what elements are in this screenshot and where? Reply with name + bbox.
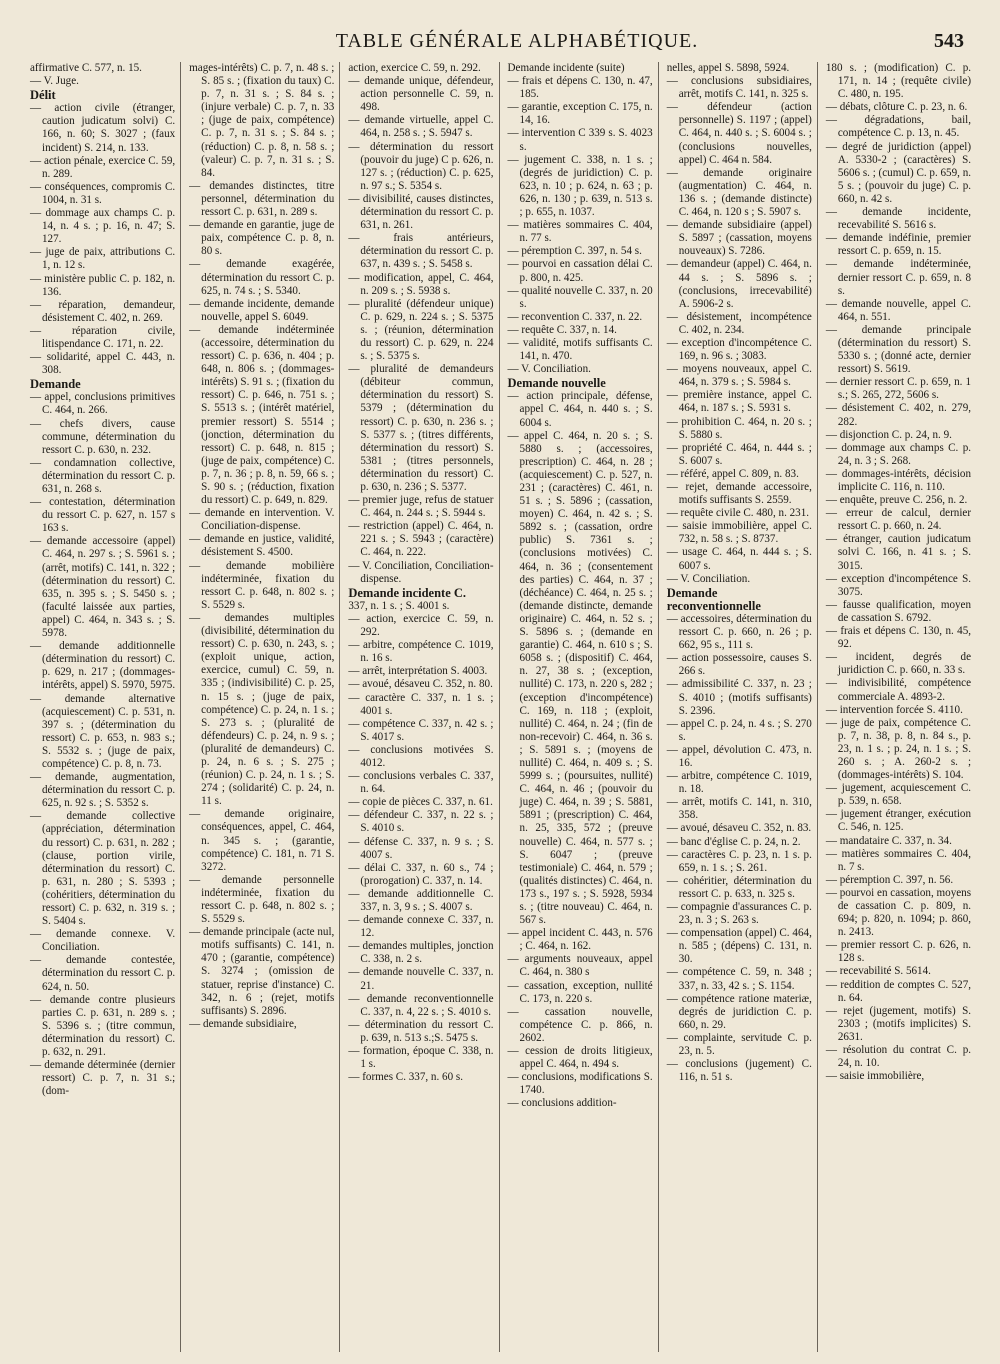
index-entry: — première instance, appel C. 464, n. 187 s. ; S. 5931 s.: [666, 389, 812, 415]
index-entry: — demande indéterminée, dernier ressort C. p. 659, n. 8 s.: [825, 258, 972, 297]
index-entry: — divisibilité, causes distinctes, détermination du ressort C. p. 631, n. 261.: [348, 192, 494, 232]
index-entry: — désistement, incompétence C. 402, n. 234.: [666, 310, 812, 336]
index-entry: — pourvoi en cassation délai C. p. 800, n. 425.: [507, 258, 653, 284]
index-entry: Demande incidente (suite): [507, 62, 625, 74]
index-entry: — appel C. 464, n. 20 s. ; S. 5880 s. ; (accessoires, prescription) C. 464, n. 28 ; (acquiescement) C. p. 527, n. 231 ; (caractères) C. 461, n. 51 s. ; S. 5896 ; (cassation, moyen) C. 464, n. 42 s. ; S. 5892 s. ; (cassation, ordre public) S. 7361 s. ; (conclusions motivées) C. 464, n. 36 ; (consentement des parties) C. 464, n. 37 ; (déchéance) C. 464, n. 25 s. ; (demande distincte, demande originaire) C. 464, n. 52 s. ; S. 5896 s. ; (demande en garantie) C. 464, n. 610 s ; S. 6058 s. ; (dispositif) C. 464, n. 27, 38 s. ; (exception, nullité) C. 173, n. 220 s, 282 ; (exception d'incompétence) C. 169, n. 118 ; (exploit, nullité) C. 464, n. 24 ; (fin de non-recevoir) C. 464, n. 36 s. ; S. 5891 s. ; (moyens de nullité) C. 464, n. 409 s. ; S. 5999 s. ; (poursuites, nullité) C. 464, n. 46 ; (pouvoir du juge) C. 464, n. 39 ; S. 5881, 5891 ; (prescription) C. 464, n. 25, 335, 572 ; (preuve nouvelle) C. 464, n. 577 s. ; S. 6047 ; (preuve testimoniale) C. 464, n. 579 ; (qualités distinctes) C. 464, n. 173 s., 197 s. ; S. 5928, 5934 s. ; (titre nouveau) C. 464, n. 567 s.: [507, 429, 653, 927]
index-entry: — défense C. 337, n. 9 s. ; S. 4007 s.: [348, 835, 494, 861]
index-entry: — intervention forcée S. 4110.: [825, 703, 963, 716]
index-entry: 180 s. ; (modification) C. p. 171, n. 14 ; (requête civile) C. 480, n. 195.: [825, 62, 972, 101]
index-entry: — détermination du ressort (pouvoir du juge) C p. 626, n. 127 s. ; (réduction) C. p. 625, n. 97 s.; S. 5354 s.: [348, 140, 494, 192]
index-entry: action, exercice C. 59, n. 292.: [348, 62, 481, 74]
index-entry: — arrêt, motifs C. 141, n. 310, 358.: [666, 796, 812, 822]
index-entry: — requête C. 337, n. 14.: [507, 323, 617, 336]
index-entry: — frais antérieurs, détermination du ressort C. p. 637, n. 439 s. ; S. 5458 s.: [348, 232, 494, 271]
index-entry: — cassation, exception, nullité C. 173, n. 220 s.: [507, 979, 653, 1005]
index-entry: — réparation civile, litispendance C. 171, n. 22.: [30, 324, 176, 350]
index-column-5: [665, 62, 818, 1352]
index-entry: — premier ressort C. p. 626, n. 128 s.: [825, 939, 972, 965]
index-entry: — juge de paix, compétence C. p. 7, n. 38, p. 8, n. 84 s., p. 23, n. 1 s. ; p. 24, n. 1 s. ; S. 260 s. ; A. 260-2 s. ; (dommages-intérêts) S. 104.: [825, 716, 972, 782]
index-entry: — détermination du ressort C. p. 639, n. 513 s.;S. 5475 s.: [348, 1018, 494, 1044]
index-entry: — frais et dépens C. 130, n. 47, 185.: [507, 75, 653, 101]
index-entry: — chefs divers, cause commune, détermination du ressort C. p. 630, n. 232.: [30, 417, 176, 456]
index-entry: — désistement C. 402, n. 279, 282.: [825, 402, 972, 428]
index-entry: — disjonction C. p. 24, n. 9.: [825, 428, 952, 441]
index-entry: — demande originaire, conséquences, appel, C. 464, n. 345 s. ; (garantie, compétence) C. 181, n. 71 S. 3272.: [189, 808, 335, 873]
index-column-3: [346, 62, 499, 1352]
index-entry: — demande contre plusieurs parties C. p. 631, n. 289 s. ; S. 5396 s. ; (titre commun, détermination du ressort) C. p. 632, n. 291.: [30, 993, 176, 1059]
index-entry: — pluralité de demandeurs (débiteur commun, détermination du ressort) S. 5379 ; (détermination du ressort) C. p. 630, n. 236 s. ; S. 5377 s. ; (titres différents, détermination du ressort) S. 5381 ; (titres personnels, détermination du ressort) C. p. 630, n. 236 ; S. 5377.: [348, 363, 494, 493]
index-entry: — appel, conclusions primitives C. 464, n. 266.: [30, 391, 176, 417]
index-entry: — compétence C. 59, n. 348 ; 337, n. 33, 42 s. ; S. 1154.: [666, 966, 812, 992]
index-entry: — recevabilité S. 5614.: [825, 965, 931, 978]
index-entry: — restriction (appel) C. 464, n. 221 s. ; S. 5943 ; (caractère) C. 464, n. 222.: [348, 520, 494, 559]
index-entry: mages-intérêts) C. p. 7, n. 48 s. ; S. 85 s. ; (fixation du taux) C. p. 7, n. 31 s. ; S. 84 s. ; (injure verbale) C. p. 7, n. 33 ; (juge de paix, compétence) C. p. 7, n. 31 s. ; S. 84 s. ; (réduction) C. p. 8, n. 58 s. ; (valeur) C. p. 7, n. 31 s. ; S. 84.: [189, 62, 335, 179]
index-entry: — demande déterminée (dernier ressort) C. p. 7, n. 31 s.; (dom-: [30, 1059, 176, 1098]
index-entry: — demande personnelle indéterminée, fixation du ressort C. p. 648, n. 802 s. ; S. 5529 s.: [189, 873, 335, 926]
index-heading: Demande incidente C.: [348, 585, 467, 600]
index-entry: — solidarité, appel C. 443, n. 308.: [30, 351, 176, 377]
index-entry: — demande originaire (augmentation) C. 464, n. 136 s. ; (demande distincte) C. 464, n. 120 s ; S. 5907 s.: [666, 166, 812, 219]
index-entry: — modification, appel, C. 464, n. 209 s. ; S. 5938 s.: [348, 271, 494, 297]
index-entry: — demande incidente, recevabilité S. 5616 s.: [825, 206, 972, 232]
index-entry: — demande principale (détermination du ressort) S. 5330 s. ; (donné acte, dernier ressort) S. 5619.: [825, 323, 972, 376]
index-entry: — mandataire C. 337, n. 34.: [825, 834, 952, 847]
index-entry: — arbitre, compétence C. 1019, n. 16 s.: [348, 639, 494, 665]
index-entry: — demande reconventionnelle C. 337, n. 4, 22 s. ; S. 4010 s.: [348, 992, 494, 1018]
index-entry: — pourvoi en cassation, moyens de cassation C. p. 809, n. 694; p. 820, n. 1094; p. 860, n. 2413.: [825, 886, 972, 939]
index-entry: — action principale, défense, appel C. 464, n. 440 s. ; S. 6004 s.: [507, 390, 653, 429]
index-entry: — débats, clôture C. p. 23, n. 6.: [825, 101, 968, 114]
index-entry: — jugement étranger, exécution C. 546, n. 125.: [825, 808, 972, 834]
index-entry: — degré de juridiction (appel) A. 5330-2 ; (caractères) S. 5606 s. ; (cumul) C. p. 659, n. 5 s. ; (pouvoir du juge) C. p. 660, n. 42 s.: [825, 140, 972, 205]
running-title: TABLE GÉNÉRALE ALPHABÉTIQUE.: [335, 30, 699, 52]
index-entry: — dommage aux champs C. p. 24, n. 3 ; S. 268.: [825, 441, 972, 467]
page-header: [70, 30, 964, 60]
index-entry: — action possessoire, causes S. 266 s.: [666, 652, 812, 678]
index-entry: — pluralité (défendeur unique) C. p. 629, n. 224 s. ; S. 5375 s. ; (réunion, détermination du ressort) C. p. 629, n. 224 s. ; S. 5375 s.: [348, 297, 494, 363]
index-entry: — appel C. p. 24, n. 4 s. ; S. 270 s.: [666, 717, 812, 743]
index-entry: — V. Conciliation.: [666, 572, 751, 585]
index-entry: — admissibilité C. 337, n. 23 ; S. 4010 ; (motifs suffisants) S. 2396.: [666, 678, 812, 717]
index-entry: — avoué, désaveu C. 352, n. 80.: [348, 678, 493, 691]
index-entry: — saisie immobilière, appel C. 732, n. 58 s. ; S. 8737.: [666, 520, 812, 546]
index-entry: — V. Juge.: [30, 75, 79, 88]
index-entry: — demande connexe. V. Conciliation.: [30, 928, 176, 954]
index-entry: — fausse qualification, moyen de cassation S. 6792.: [825, 598, 972, 624]
index-entry: — demandes distinctes, titre personnel, détermination du ressort C. p. 631, n. 289 s.: [189, 179, 335, 219]
index-entry: — demandes multiples, jonction C. 338, n. 2 s.: [348, 940, 494, 966]
index-entry: — demande virtuelle, appel C. 464, n. 258 s. ; S. 5947 s.: [348, 114, 494, 140]
index-column-4: [506, 62, 659, 1352]
index-entry: — dommages-intérêts, décision implicite C. 116, n. 110.: [825, 467, 972, 493]
index-entry: — matières sommaires C. 404, n. 7 s.: [825, 847, 972, 873]
index-column-1: [28, 62, 181, 1352]
index-entry: — indivisibilité, compétence commerciale A. 4893-2.: [825, 677, 972, 703]
index-heading: Demande: [30, 377, 81, 392]
index-entry: — demandeur (appel) C. 464, n. 44 s. ; S. 5896 s. ; (conclusions, irrecevabilité) A. 5906-2 s.: [666, 258, 812, 310]
index-entry: — formes C. 337, n. 60 s.: [348, 1071, 463, 1084]
index-entry: — compagnie d'assurances C. p. 23, n. 3 ; S. 263 s.: [666, 901, 812, 927]
index-entry: — action, exercice C. 59, n. 292.: [348, 612, 494, 639]
index-entry: — V. Conciliation, Conciliation-dispense.: [348, 559, 494, 585]
index-entry: — caractère C. 337, n. 1 s. ; 4001 s.: [348, 691, 494, 717]
index-entry: — validité, motifs suffisants C. 141, n. 470.: [507, 336, 653, 363]
index-column-6: [824, 62, 976, 1352]
index-entry: 337, n. 1 s. ; S. 4001 s.: [348, 599, 450, 612]
index-entry: — exception d'incompétence C. 169, n. 96 s. ; 3083.: [666, 336, 812, 363]
index-entry: — premier juge, refus de statuer C. 464, n. 244 s. ; S. 5944 s.: [348, 494, 494, 520]
index-entry: — intervention C 339 s. S. 4023 s.: [507, 127, 653, 153]
index-entry: — demande alternative (acquiescement) C. p. 531, n. 397 s. ; (détermination du ressort) C. p. 653, n. 983 s.; S. 5532 s. ; (juge de paix, compétence) C. p. 8, n. 73.: [30, 692, 176, 770]
index-entry: — compétence ratione materiæ, degrés de juridiction C. p. 660, n. 29.: [666, 992, 812, 1031]
index-entry: — banc d'église C. p. 24, n. 2.: [666, 835, 801, 848]
index-entry: — dégradations, bail, compétence C. p. 13, n. 45.: [825, 114, 972, 140]
index-entry: — jugement C. 338, n. 1 s. ; (degrés de juridiction) C. p. 623, n. 10 ; p. 624, n. 63 ; p. 626, n. 130 ; p. 639, n. 513 s. ; p. 655, n. 1037.: [507, 153, 653, 219]
index-entry: — condamnation collective, détermination du ressort C. p. 631, n. 268 s.: [30, 456, 176, 495]
index-entry: — demande nouvelle C. 337, n. 21.: [348, 966, 494, 992]
index-entry: — ministère public C. p. 182, n. 136.: [30, 272, 176, 298]
index-entry: — demande accessoire (appel) C. 464, n. 297 s. ; S. 5961 s. ; (arrêt, motifs) C. 141, n. 322 ; (détermination du ressort) C. 635, n. 395 s. ; S. 5450 s. ; (faculté laissée aux parties, appel) C. 464, n. 343 s. ; S. 5978.: [30, 535, 176, 640]
index-entry: — arguments nouveaux, appel C. 464, n. 380 s: [507, 953, 653, 979]
index-column-2: [187, 62, 340, 1352]
index-entry: — exception d'incompétence S. 3075.: [825, 572, 972, 598]
index-entry: — cohéritier, détermination du ressort C. p. 633, n. 325 s.: [666, 874, 812, 900]
index-entry: — juge de paix, attributions C. 1, n. 12 s.: [30, 246, 176, 272]
index-columns: [28, 62, 976, 1352]
index-entry: — péremption C. 397, n. 54 s.: [507, 245, 642, 258]
index-entry: — demande indéterminée (accessoire, détermination du ressort) C. p. 636, n. 404 ; p. 648, n. 806 s. ; (dommages-intérêts) S. 91 s. ; (fixation du ressort) C. p. 646, n. 751 s. ; S. 5513 s. ; (intérêt matériel, premier ressort) S. 5514 ; (jonction, détermination du ressort) C. p. 648, n. 815 ; (juge de paix, compétence) C. p. 7, n. 36 ; p. 8, n. 59, 66 s. ; S. 90 s. ; (réduction, fixation du ressort) C. p. 649, n. 829.: [189, 323, 335, 507]
index-entry: — frais et dépens C. 130, n. 45, 92.: [825, 625, 972, 651]
index-entry: — garantie, exception C. 175, n. 14, 16.: [507, 101, 653, 127]
index-entry: — accessoires, détermination du ressort C. p. 660, n. 26 ; p. 662, 95 s., 111 s.: [666, 612, 812, 652]
index-entry: nelles, appel S. 5898, 5924.: [666, 62, 790, 74]
index-entry: — demande nouvelle, appel C. 464, n. 551.: [825, 297, 972, 323]
index-entry: — saisie immobilière,: [825, 1070, 925, 1083]
index-entry: — arrêt, interprétation S. 4003.: [348, 665, 488, 678]
index-heading: Demande reconventionnelle: [666, 585, 761, 613]
index-entry: — requête civile C. 480, n. 231.: [666, 507, 810, 520]
index-entry: — propriété C. 464, n. 444 s. ; S. 6007 s.: [666, 441, 812, 467]
index-entry: — demande contestée, détermination du ressort C. p. 624, n. 50.: [30, 954, 176, 993]
index-entry: — caractères C. p. 23, n. 1 s. p. 659, n. 1 s. ; S. 261.: [666, 848, 812, 874]
index-entry: — matières sommaires C. 404, n. 77 s.: [507, 219, 653, 245]
index-entry: — compensation (appel) C. 464, n. 585 ; (dépens) C. 131, n. 30.: [666, 927, 812, 966]
index-entry: — conclusions motivées S. 4012.: [348, 743, 494, 769]
index-entry: — demande additionnelle (détermination du ressort) C. p. 629, n. 217 ; (dommages-intérêts, appel) S. 5970, 5975.: [30, 640, 176, 692]
index-entry: — formation, époque C. 338, n. 1 s.: [348, 1045, 494, 1071]
index-entry: — reddition de comptes C. 527, n. 64.: [825, 978, 972, 1004]
index-entry: affirmative C. 577, n. 15.: [30, 62, 142, 74]
index-entry: — demande en garantie, juge de paix, compétence C. p. 8, n. 80 s.: [189, 219, 335, 258]
index-entry: — demande mobilière indéterminée, fixation du ressort C. p. 648, n. 802 s. ; S. 5529 s.: [189, 559, 335, 611]
index-entry: — demande collective (appréciation, détermination du ressort) C. p. 631, n. 282 ; (clause, portion virile, détermination du ressort) C. p. 631, n. 280 ; S. 5393 ; (cohéritiers, détermination du ressort) C. p. 632, n. 319 s. ; S. 5404 s.: [30, 810, 176, 928]
index-entry: — demande additionnelle C. 337, n. 3, 9 s. ; S. 4007 s.: [348, 887, 494, 913]
index-entry: — rejet, demande accessoire, motifs suffisants S. 2559.: [666, 481, 812, 507]
index-entry: — demande indéfinie, premier ressort C. p. 659, n. 15.: [825, 232, 972, 258]
index-entry: — reconvention C. 337, n. 22.: [507, 310, 643, 323]
index-entry: — action pénale, exercice C. 59, n. 289.: [30, 154, 176, 180]
index-entry: — conséquences, compromis C. 1004, n. 31 s.: [30, 180, 176, 206]
index-entry: — défendeur C. 337, n. 22 s. ; S. 4010 s.: [348, 809, 494, 835]
page-number: 543: [934, 30, 964, 52]
index-entry: — appel, dévolution C. 473, n. 16.: [666, 743, 812, 769]
index-entry: — appel incident C. 443, n. 576 ; C. 464, n. 162.: [507, 927, 653, 953]
index-heading: Demande nouvelle: [507, 376, 606, 391]
index-entry: — cession de droits litigieux, appel C. 464, n. 494 s.: [507, 1045, 653, 1071]
index-heading: Délit: [30, 88, 56, 103]
index-entry: — contestation, détermination du ressort C. p. 627, n. 157 s 163 s.: [30, 496, 176, 535]
index-entry: — erreur de calcul, dernier ressort C. p. 660, n. 24.: [825, 507, 972, 533]
index-entry: — conclusions, modifications S. 1740.: [507, 1071, 653, 1097]
index-entry: — demandes multiples (divisibilité, détermination du ressort) C. p. 630, n. 243, s. ; (exploit unique, action, exercice, cumul) C. 59, n. 335 ; (indivisibilité) C. p. 25, n. 15 s. ; (juge de paix, compétence) C. p. 24, n. 1 s. ; S. 273 s. ; (pluralité de défendeurs) C. p. 24, n. 9 s. ; (pluralité de demandeurs) C. p. 24, n. 6 s. ; S. 275 ; (réunion) C. p. 24, n. 1 s. ; S. 274 ; (solidarité) C. p. 24, n. 11 s.: [189, 611, 335, 808]
index-entry: — incident, degrés de juridiction C. p. 660, n. 33 s.: [825, 651, 972, 677]
index-entry: — jugement, acquiescement C. p. 539, n. 658.: [825, 782, 972, 808]
index-entry: — arbitre, compétence C. 1019, n. 18.: [666, 770, 812, 796]
index-entry: — rejet (jugement, motifs) S. 2303 ; (motifs implicites) S. 2631.: [825, 1004, 972, 1043]
index-entry: — demande exagérée, détermination du ressort C. p. 625, n. 74 s. ; S. 5340.: [189, 258, 335, 297]
index-entry: — étranger, caution judicatum solvi C. 166, n. 41 s. ; S. 3015.: [825, 533, 972, 572]
index-entry: — défendeur (action personnelle) S. 1197 ; (appel) C. 464, n. 440 s. ; S. 6004 s. ; (conclusions nouvelles, appel) C. 464 n. 584.: [666, 101, 812, 166]
index-entry: — délai C. 337, n. 60 s., 74 ; (prorogation) C. 337, n. 14.: [348, 861, 494, 887]
index-entry: — conclusions addition-: [507, 1097, 617, 1110]
index-entry: — demande subsidiaire,: [189, 1017, 297, 1030]
index-entry: — conclusions subsidiaires, arrêt, motifs C. 141, n. 325 s.: [666, 75, 812, 101]
index-entry: — péremption C. 397, n. 56.: [825, 873, 954, 886]
index-entry: — enquête, preuve C. 256, n. 2.: [825, 494, 968, 507]
index-entry: — demande subsidiaire (appel) S. 5897 ; (cassation, moyens nouveaux) S. 7286.: [666, 219, 812, 258]
index-entry: — demande incidente, demande nouvelle, appel S. 6049.: [189, 297, 335, 323]
index-entry: — compétence C. 337, n. 42 s. ; S. 4017 s.: [348, 717, 494, 743]
index-entry: — réparation, demandeur, désistement C. 402, n. 269.: [30, 298, 176, 324]
index-entry: — demande principale (acte nul, motifs suffisants) C. 141, n. 470 ; (garantie, compétence) S. 3274 ; (omission de statuer, reprise d'instance) C. 342, n. 6 ; (rejet, motifs suffisants) S. 2896.: [189, 926, 335, 1017]
index-entry: — V. Conciliation.: [507, 363, 591, 376]
index-entry: — résolution du contrat C. p. 24, n. 10.: [825, 1044, 972, 1070]
index-entry: — cassation nouvelle, compétence C. p. 866, n. 2602.: [507, 1005, 653, 1044]
index-entry: — qualité nouvelle C. 337, n. 20 s.: [507, 284, 653, 310]
index-entry: — prohibition C. 464, n. 20 s. ; S. 5880 s.: [666, 415, 812, 441]
index-entry: — moyens nouveaux, appel C. 464, n. 379 s. ; S. 5984 s.: [666, 363, 812, 389]
index-entry: — copie de pièces C. 337, n. 61.: [348, 796, 493, 809]
index-entry: — référé, appel C. 809, n. 83.: [666, 467, 799, 480]
index-entry: — avoué, désaveu C. 352, n. 83.: [666, 822, 812, 835]
index-entry: — complainte, servitude C. p. 23, n. 5.: [666, 1031, 812, 1058]
index-entry: — demande en justice, validité, désistement S. 4500.: [189, 533, 335, 559]
index-entry: — conclusions (jugement) C. 116, n. 51 s.: [666, 1058, 812, 1084]
index-entry: — demande en intervention. V. Conciliation-dispense.: [189, 507, 335, 533]
index-entry: — dommage aux champs C. p. 14, n. 4 s. ; p. 16, n. 47; S. 127.: [30, 207, 176, 246]
index-entry: — action civile (étranger, caution judicatum solvi) C. 166, n. 60; S. 3027 ; (faux incident) S. 214, n. 133.: [30, 102, 176, 154]
index-entry: — demande connexe C. 337, n. 12.: [348, 914, 494, 940]
index-entry: — conclusions verbales C. 337, n. 64.: [348, 770, 494, 796]
index-entry: — demande, augmentation, détermination du ressort C. p. 625, n. 92 s. ; S. 5352 s.: [30, 771, 176, 810]
index-entry: — usage C. 464, n. 444 s. ; S. 6007 s.: [666, 546, 812, 572]
index-entry: — demande unique, défendeur, action personnelle C. 59, n. 498.: [348, 75, 494, 114]
index-entry: — dernier ressort C. p. 659, n. 1 s.; S. 265, 272, 5606 s.: [825, 376, 972, 402]
